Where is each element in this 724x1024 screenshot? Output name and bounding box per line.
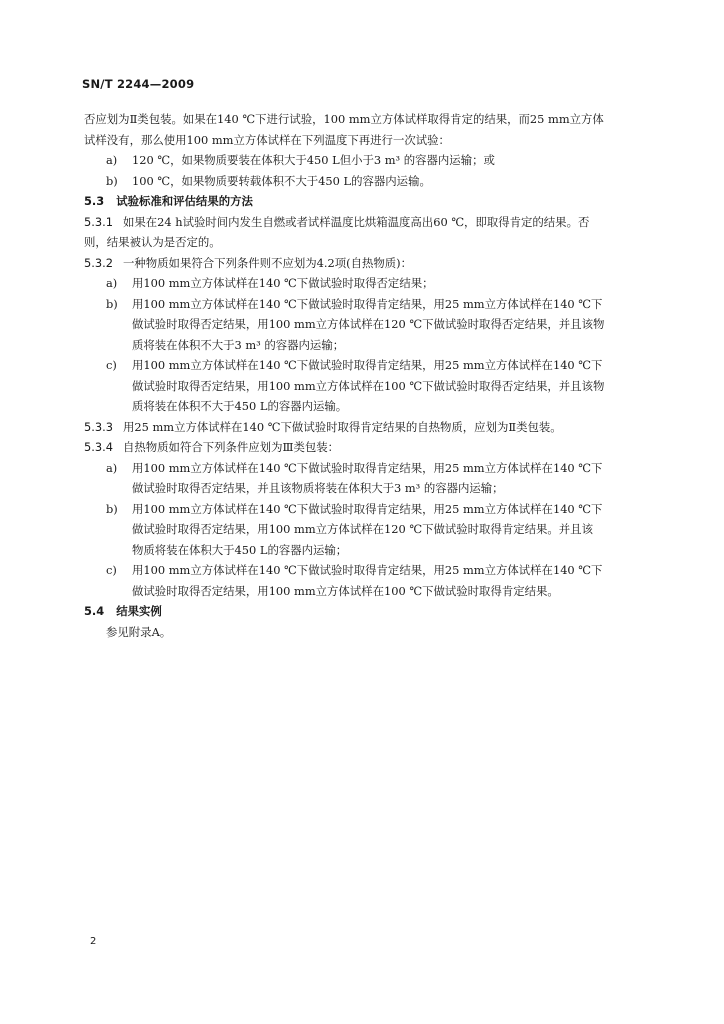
clause-line [84,212,646,233]
list-item [84,273,646,294]
list-item [84,355,646,376]
section-heading [84,191,646,212]
list-label: b) [106,173,118,188]
section-number: 5.3 [84,194,105,208]
list-continuation: 物质将装在体积大于450 L的容器内运输； [132,542,348,557]
list-text: 用100 mm立方体试样在140 ℃下做试验时取得肯定结果，用25 mm立方体试样在140 ℃下 [132,296,603,311]
page-body [84,109,646,642]
list-continuation: 做试验时取得否定结果，用100 mm立方体试样在120 ℃下做试验时取得否定结果，并且该物 [132,317,605,331]
clause-number: 5.3.3 [84,419,113,434]
list-text: 100 ℃，如果物质要转载体积不大于450 L的容器内运输。 [132,173,431,188]
list-text: 120 ℃，如果物质要装在体积大于450 L但小于3 m³ 的容器内运输；或 [132,153,495,167]
list-item [84,171,646,192]
list-label: a) [106,460,118,475]
paragraph-line: 试样没有，那么使用100 mm立方体试样在下列温度下再进行一次试验： [84,132,450,147]
list-continuation: 做试验时取得否定结果，用100 mm立方体试样在100 ℃下做试验时取得肯定结果。 [132,583,559,598]
list-item [84,150,646,171]
list-label: a) [106,276,118,290]
clause-text: 一种物质如果符合下列条件则不应划为4.2项(自热物质)： [122,255,412,270]
clause-text: 如果在24 h试验时间内发生自燃或者试样温度比烘箱温度高出60 ℃，即取得肯定的结果。否 [122,214,590,229]
list-text: 用100 mm立方体试样在140 ℃下做试验时取得肯定结果，用25 mm立方体试样在140 ℃下 [132,501,603,516]
clause-text: 自热物质如符合下列条件应划为Ⅲ类包装： [122,440,340,454]
list-text: 用100 mm立方体试样在140 ℃下做试验时取得肯定结果，用25 mm立方体试样在140 ℃下 [132,563,603,577]
page-number: 2 [90,936,97,947]
paragraph-line: 否应划为Ⅱ类包装。如果在140 ℃下进行试验，100 mm立方体试样取得肯定的结果，而25 mm立方体 [84,112,604,126]
clause-line [84,253,646,274]
clause-text: 用25 mm立方体试样在140 ℃下做试验时取得肯定结果的自热物质，应划为Ⅱ类包装。 [122,419,562,434]
list-continuation: 做试验时取得否定结果，用100 mm立方体试样在120 ℃下做试验时取得肯定结果。并且该 [132,522,593,536]
paragraph-line: 参见附录A。 [106,624,172,639]
standard-code-header: SN/T 2244—2009 [82,77,195,91]
clause-number: 5.3.1 [84,214,113,229]
section-title: 试验标准和评估结果的方法 [116,194,253,208]
list-item [84,560,646,581]
list-item [84,499,646,520]
list-item [84,294,646,315]
list-label: c) [106,563,117,577]
list-continuation: 做试验时取得否定结果，并且该物质将装在体积大于3 m³ 的容器内运输； [132,481,504,495]
section-number: 5.4 [84,604,105,618]
clause-line [84,417,646,438]
clause-number: 5.3.2 [84,255,113,270]
clause-line [84,437,646,458]
list-label: b) [106,296,118,311]
list-text: 用100 mm立方体试样在140 ℃下做试验时取得肯定结果，用25 mm立方体试样在140 ℃下 [132,358,603,372]
clause-number: 5.3.4 [84,440,113,454]
list-text: 用100 mm立方体试样在140 ℃下做试验时取得肯定结果，用25 mm立方体试样在140 ℃下 [132,460,603,475]
section-heading [84,601,646,622]
section-title: 结果实例 [116,604,162,618]
list-text: 用100 mm立方体试样在140 ℃下做试验时取得否定结果； [132,276,434,290]
list-continuation: 质将装在体积不大于450 L的容器内运输。 [132,399,348,413]
list-item [84,458,646,479]
list-label: a) [106,153,118,167]
list-continuation: 质将装在体积不大于3 m³ 的容器内运输； [132,337,345,352]
paragraph-line: 则，结果被认为是否定的。 [84,235,221,249]
list-label: c) [106,358,117,372]
list-continuation: 做试验时取得否定结果，用100 mm立方体试样在100 ℃下做试验时取得否定结果，并且该物 [132,378,605,393]
list-label: b) [106,501,118,516]
